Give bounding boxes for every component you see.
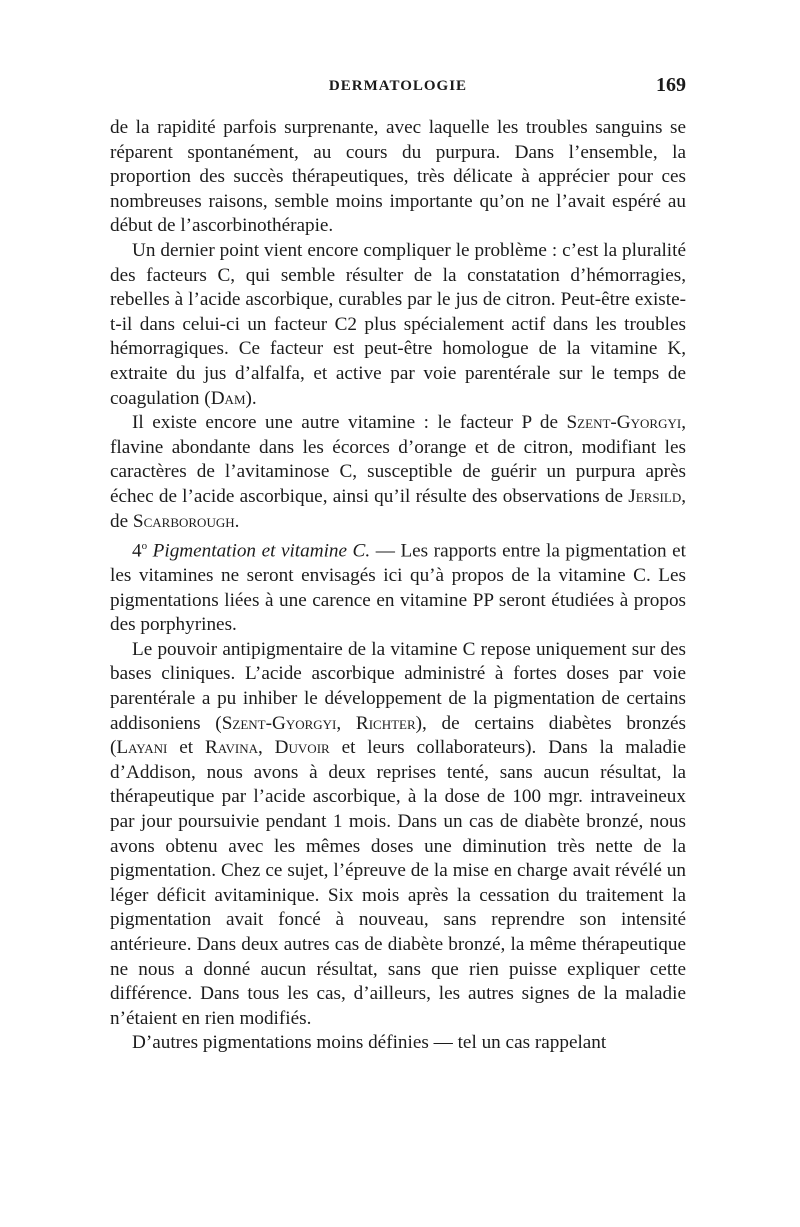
paragraph-text: , flavine abondante dans les écorces d’orange et de citron, modifiant les caractères de l’avitaminose C, susceptible de guérir un purpura après échec de l’acide ascorbique, ainsi qu’il résulte des observations de <box>110 412 686 507</box>
author-name: Jersild <box>628 485 682 507</box>
section-number-ordinal: o <box>141 540 148 553</box>
author-name: Szent-Gyorgyi <box>221 712 337 734</box>
paragraph-text: — Les rapports entre la pigmentation et les vitamines ne seront envisagés ici qu’à propos de la vitamine C. Les pigmentations liées à une carence en vitamine PP seront étudiées à propos des porphyrines. <box>110 540 687 636</box>
paragraph-text: Il existe encore une autre vitamine : le facteur P de <box>132 412 567 434</box>
paragraph-text: de la rapidité parfois surprenante, avec laquelle les troubles sanguins se réparent spontanément, au cours du purpura. Dans l’ensemble, la proportion des succès thérapeutiques, très délicate à apprécier pour ces nombreuses raisons, semble moins importante qu’on ne l’avait espéré au début de l’ascorbinothérapie. <box>110 117 686 237</box>
paragraph-text: , <box>257 737 275 759</box>
author-name: Layani <box>116 737 168 759</box>
author-name: Szent-Gyorgyi <box>566 412 682 434</box>
paragraph-text: , de <box>110 485 686 532</box>
paragraph-text: ). <box>245 387 257 409</box>
paragraph-facteur-p <box>110 411 686 534</box>
paragraph-autres-pigmentations <box>110 1031 686 1056</box>
page-number: 169 <box>656 74 686 96</box>
author-name: Ravina <box>204 737 258 759</box>
author-name: Duvoir <box>274 737 330 759</box>
paragraph-text: D’autres pigmentations moins définies — tel un cas rappelant <box>132 1032 607 1054</box>
paragraph-text: Un dernier point vient encore compliquer le problème : c’est la pluralité des facteurs C, qui semble résulter de la constatation d’hémorragies, rebelles à l’acide ascorbique, curables par le jus de citron. Peut-être existe-t-il dans celui-ci un facteur C2 plus spécialement actif dans les troubles hémorragiques. Ce facteur est peut-être homologue de la vitamine K, extraite du jus d’alfalfa, et active par voie parentérale sur le temps de coagulation ( <box>110 239 686 409</box>
section-heading: Pigmentation et vitamine C. <box>152 540 371 562</box>
running-title: DERMATOLOGIE <box>328 78 468 94</box>
paragraph-text: , <box>336 712 356 734</box>
paragraph-text: . <box>234 510 240 532</box>
paragraph-text: et leurs collaborateurs). Dans la maladie d’Addison, nous avons à deux reprises tenté, sans aucun résultat, la thérapeutique par l’acide ascorbique, à la dose de 100 mgr. intraveineux par jour poursuivie pendant 1 mois. Dans un cas de diabète bronzé, nous avons obtenu avec les mêmes doses une diminution très nette de la pigmentation. Chez ce sujet, l’épreuve de la mise en charge avait révélé un léger déficit avitaminique. Six mois après la cessation du traitement la pigmentation avait foncé à nouveau, sans reprendre son intensité antérieure. Dans deux autres cas de diabète bronzé, la même thérapeutique ne nous a donné aucun résultat, sans que rien puisse expliquer cette différence. Dans tous les cas, d’ailleurs, les autres signes de la maladie n’étaient en rien modifiés. <box>110 737 686 1029</box>
paragraph-continuation <box>110 116 686 239</box>
paragraph-antipigmentaire <box>110 638 686 1032</box>
author-name: Scarborough <box>132 510 235 532</box>
paragraph-text: Le pouvoir antipigmentaire de la vitamine C repose uniquement sur des bases cliniques. L’acide ascorbique administré à fortes doses par voie parentérale a pu inhiber le développement de la pigmentation de certains addisoniens ( <box>110 638 686 734</box>
author-name: Richter <box>355 712 416 734</box>
section-number: 4 <box>132 540 142 562</box>
paragraph-text: et <box>167 737 205 759</box>
body-text <box>110 116 686 1056</box>
paragraph-facteurs-c <box>110 239 686 411</box>
page-header <box>110 74 686 104</box>
author-name: Dam <box>210 387 246 409</box>
section-pigmentation <box>110 534 686 638</box>
paragraph-text: ), de certains diabètes bronzés ( <box>110 712 686 759</box>
